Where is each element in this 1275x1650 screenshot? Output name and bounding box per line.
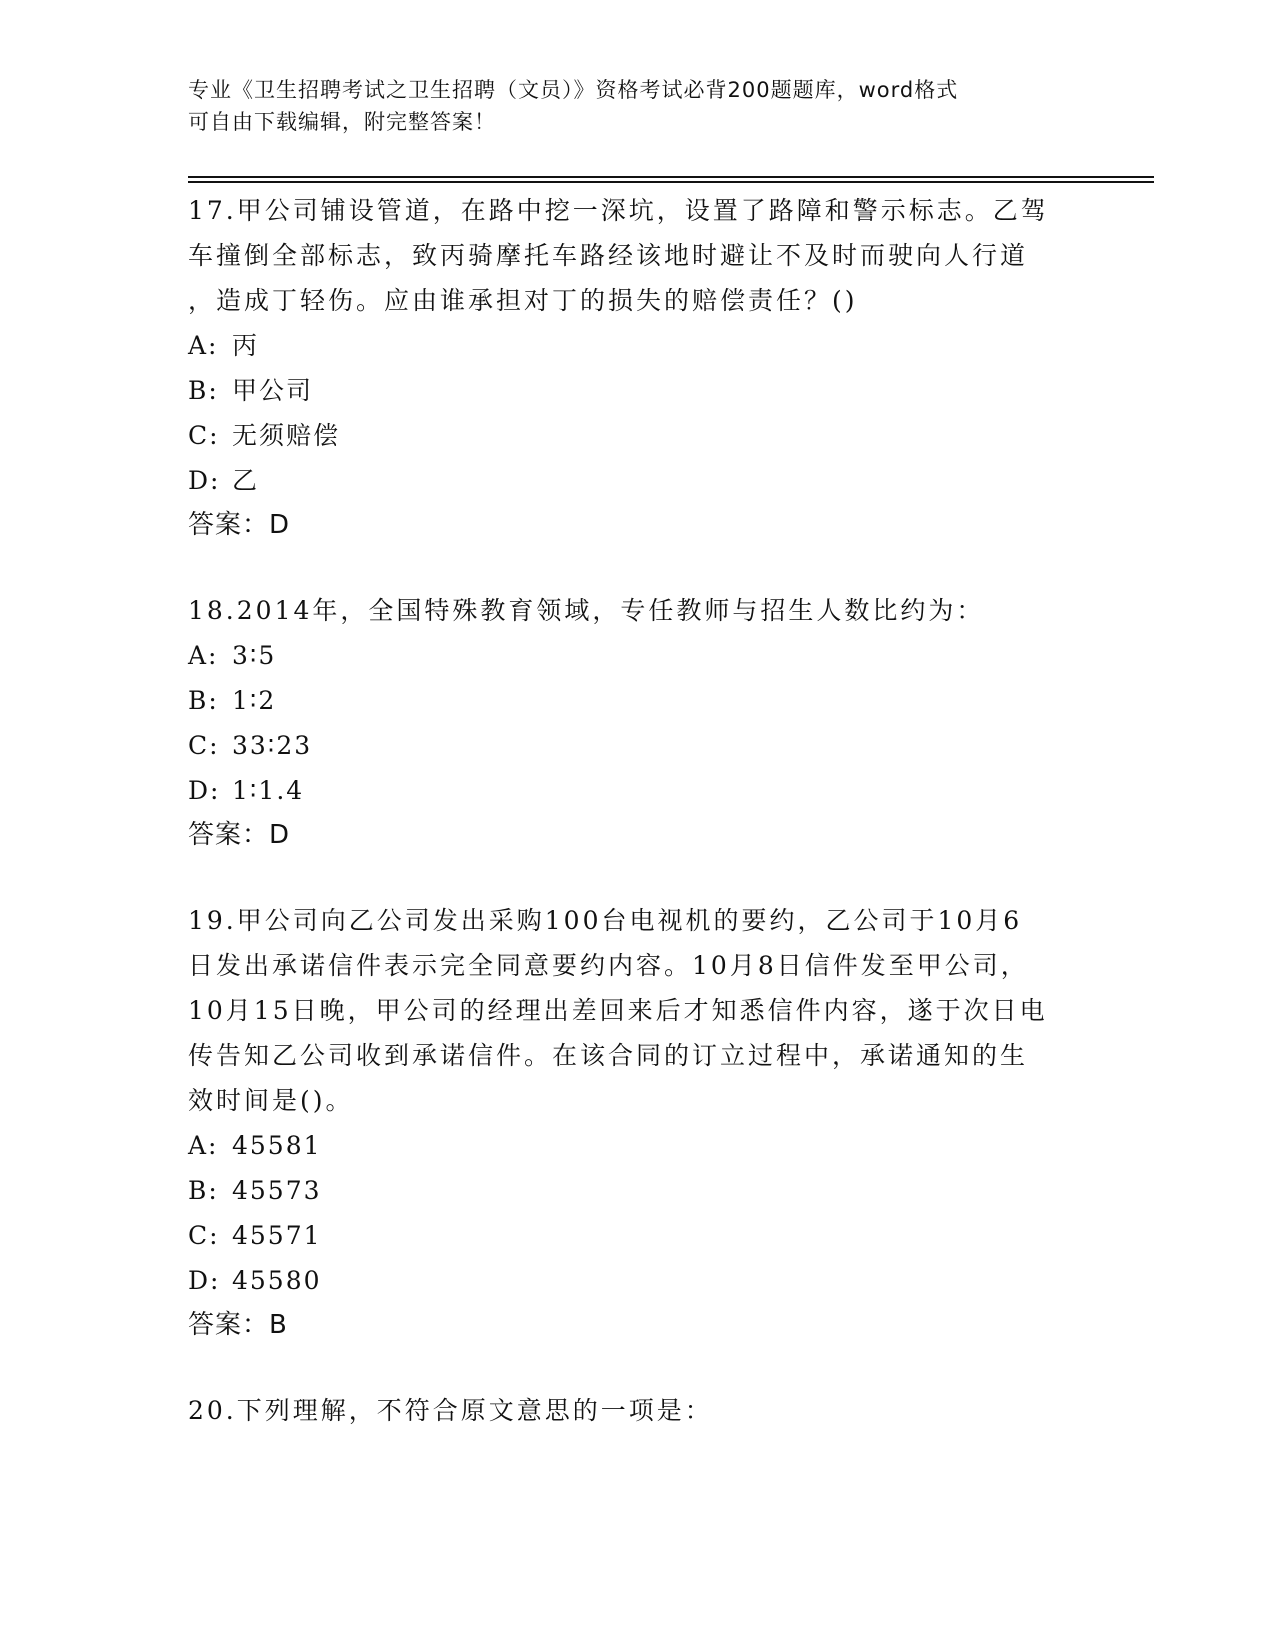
option-text: 45580 bbox=[232, 1266, 322, 1295]
option-letter: D: bbox=[188, 776, 221, 805]
option-a bbox=[188, 633, 1088, 678]
question-stem-line: 18.2014年，全国特殊教育领域，专任教师与招生人数比约为： bbox=[188, 596, 985, 625]
option-a bbox=[188, 1123, 1088, 1168]
option-letter: B: bbox=[188, 1176, 219, 1205]
option-letter: C: bbox=[188, 1221, 220, 1250]
option-text: 45573 bbox=[232, 1176, 322, 1205]
question-stem-line: 20.下列理解，不符合原文意思的一项是： bbox=[188, 1396, 713, 1425]
option-letter: B: bbox=[188, 376, 219, 405]
option-d bbox=[188, 768, 1088, 813]
option-c bbox=[188, 1213, 1088, 1258]
option-letter: A: bbox=[188, 641, 219, 670]
option-text: 33∶23 bbox=[232, 731, 313, 760]
answer-line: 答案：B bbox=[188, 1310, 288, 1340]
header-line-1: 专业《卫生招聘考试之卫生招聘（文员）》资格考试必背200题题库，word格式 bbox=[188, 78, 959, 102]
option-letter: A: bbox=[188, 331, 219, 360]
answer-line: 答案：D bbox=[188, 510, 291, 540]
option-c bbox=[188, 413, 1088, 458]
question-19 bbox=[188, 898, 1088, 1348]
option-letter: C: bbox=[188, 731, 220, 760]
option-text: 乙 bbox=[232, 466, 260, 495]
option-d bbox=[188, 1258, 1088, 1303]
option-text: 3∶5 bbox=[232, 641, 277, 670]
question-20 bbox=[188, 1388, 1088, 1433]
option-text: 45571 bbox=[232, 1221, 322, 1250]
option-text: 45581 bbox=[232, 1131, 322, 1160]
option-text: 丙 bbox=[232, 331, 260, 360]
option-letter: A: bbox=[188, 1131, 219, 1160]
question-stem-line: 日发出承诺信件表示完全同意要约内容。10月8日信件发至甲公司， bbox=[188, 951, 1029, 980]
option-text: 1∶1.4 bbox=[232, 776, 305, 805]
answer-line: 答案：D bbox=[188, 820, 291, 850]
option-text: 甲公司 bbox=[232, 376, 314, 405]
question-17 bbox=[188, 188, 1088, 548]
option-letter: D: bbox=[188, 1266, 221, 1295]
option-a bbox=[188, 323, 1088, 368]
question-list bbox=[188, 188, 1088, 1473]
question-stem-line: 效时间是()。 bbox=[188, 1086, 354, 1115]
option-c bbox=[188, 723, 1088, 768]
option-text: 1∶2 bbox=[232, 686, 277, 715]
header-divider-top bbox=[188, 176, 1154, 178]
question-stem-line: ，造成丁轻伤。应由谁承担对丁的损失的赔偿责任？() bbox=[188, 286, 858, 315]
question-stem-line: 19.甲公司向乙公司发出采购100台电视机的要约，乙公司于10月6 bbox=[188, 906, 1023, 935]
question-stem-line: 10月15日晚，甲公司的经理出差回来后才知悉信件内容，遂于次日电 bbox=[188, 996, 1048, 1025]
question-stem-line: 传告知乙公司收到承诺信件。在该合同的订立过程中，承诺通知的生 bbox=[188, 1041, 1029, 1070]
option-letter: C: bbox=[188, 421, 220, 450]
option-b bbox=[188, 1168, 1088, 1213]
header-line-2: 可自由下载编辑，附完整答案！ bbox=[188, 110, 496, 134]
question-18 bbox=[188, 588, 1088, 858]
question-stem-line: 车撞倒全部标志，致丙骑摩托车路经该地时避让不及时而驶向人行道 bbox=[188, 241, 1029, 270]
option-d bbox=[188, 458, 1088, 503]
option-letter: B: bbox=[188, 686, 219, 715]
question-stem-line: 17.甲公司铺设管道，在路中挖一深坑，设置了路障和警示标志。乙驾 bbox=[188, 196, 1049, 225]
option-b bbox=[188, 678, 1088, 723]
option-text: 无须赔偿 bbox=[232, 421, 341, 450]
option-b bbox=[188, 368, 1088, 413]
header-divider-bottom bbox=[188, 181, 1154, 183]
option-letter: D: bbox=[188, 466, 221, 495]
document-header bbox=[188, 74, 1088, 138]
